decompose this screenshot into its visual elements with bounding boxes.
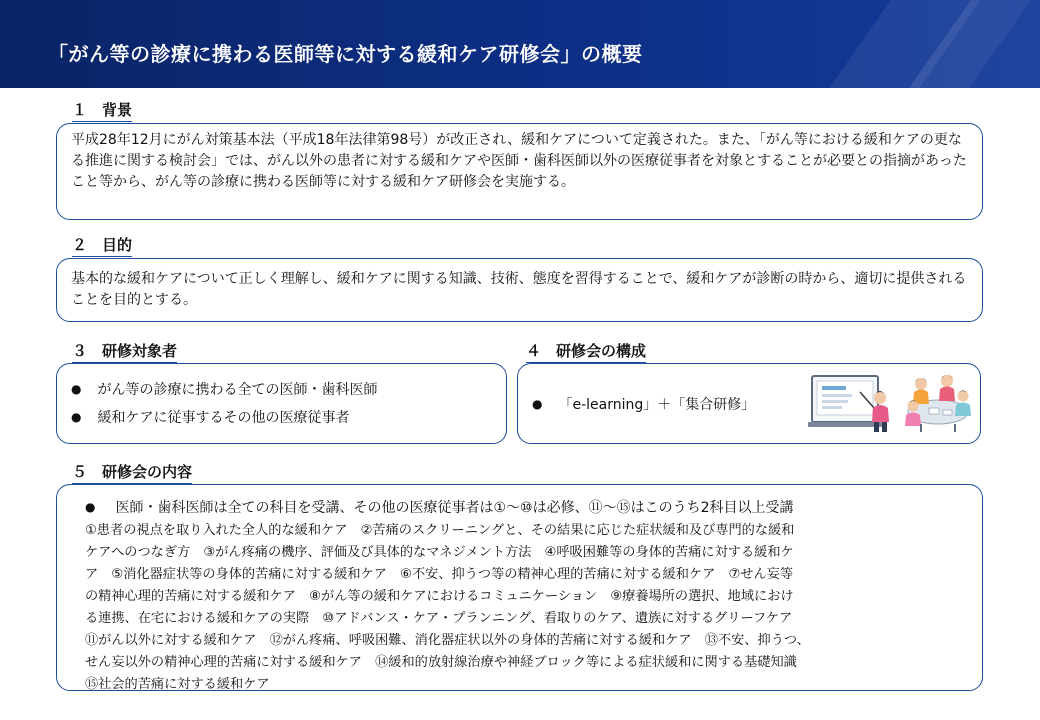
contents-line: ⑮社会的苦痛に対する緩和ケア: [85, 677, 270, 692]
list-item: [532, 394, 755, 414]
list-item: [71, 407, 506, 427]
background-text: 平成28年12月にがん対策基本法（平成18年法律第98号）が改正され、緩和ケアについて定義された。また、「がん等における緩和ケアの更なる推進に関する検討会」では、がん以外の患者に対する緩和ケアや医師・歯科医師以外の医療従事者を対象とすることが必要との指摘があったこと等から、がん等の診療に携わる医師等に対する緩和ケア研修会を実施する。: [71, 132, 967, 190]
section-label-background: １ 背景: [72, 99, 132, 122]
target-item: 緩和ケアに従事するその他の医療従事者: [97, 410, 350, 426]
contents-line: せん妄以外の精神心理的苦痛に対する緩和ケア ⑭緩和的放射線治療や神経ブロック等による症状緩和に関する基礎知識: [85, 655, 797, 670]
contents-line: ケアへのつなぎ方 ③がん疼痛の機序、評価及び具体的なマネジメント方法 ④呼吸困難等の身体的苦痛に対する緩和ケ: [85, 545, 794, 560]
contents-box: [56, 484, 983, 691]
contents-line: る連携、在宅における緩和ケアの実際 ⑩アドバンス・ケア・プランニング、看取りのケア、遺族に対するグリーフケア: [85, 611, 793, 626]
contents-line: ①患者の視点を取り入れた全人的な緩和ケア ②苦痛のスクリーニングと、その結果に応じた症状緩和及び専門的な緩和: [85, 523, 795, 538]
purpose-box: [56, 258, 983, 322]
target-item: がん等の診療に携わる全ての医師・歯科医師: [97, 382, 378, 398]
contents-line: ア ⑤消化器症状等の身体的苦痛に対する緩和ケア ⑥不安、抑うつ等の精神心理的苦痛に対する緩和ケア ⑦せん妄等: [85, 567, 794, 582]
contents-list: [85, 520, 810, 696]
bullet-icon: ●: [71, 410, 82, 424]
contents-line: の精神心理的苦痛に対する緩和ケア ⑧がん等の緩和ケアにおけるコミュニケーション ⑨療養場所の選択、地域におけ: [85, 589, 794, 604]
section-label-targets: ３ 研修対象者: [72, 340, 177, 363]
page-title: 「がん等の診療に携わる医師等に対する緩和ケア研修会」の概要: [48, 42, 643, 66]
elearning-illustration-icon: [808, 372, 894, 436]
section-label-purpose: ２ 目的: [72, 234, 132, 257]
bullet-icon: ●: [85, 500, 96, 514]
structure-box: [517, 363, 981, 444]
list-item: [71, 379, 506, 399]
contents-lead: [85, 497, 794, 517]
bullet-icon: ●: [532, 397, 543, 411]
header-banner: [0, 0, 1040, 88]
bullet-icon: ●: [71, 382, 82, 396]
purpose-text: 基本的な緩和ケアについて正しく理解し、緩和ケアに関する知識、技術、態度を習得することで、緩和ケアが診断の時から、適切に提供されることを目的とする。: [71, 271, 967, 308]
background-box: [56, 123, 983, 220]
contents-lead-text: 医師・歯科医師は全ての科目を受講、その他の医療従事者は①～⑩は必修、⑪～⑮はこのうち2科目以上受講: [115, 500, 794, 516]
targets-box: [56, 363, 507, 444]
section-label-contents: ５ 研修会の内容: [72, 461, 192, 484]
section-label-structure: ４ 研修会の構成: [526, 340, 646, 363]
group-training-illustration-icon: [901, 370, 975, 436]
contents-line: ⑪がん以外に対する緩和ケア ⑫がん疼痛、呼吸困難、消化器症状以外の身体的苦痛に対する緩和ケア ⑬不安、抑うつ、: [85, 633, 810, 648]
structure-item: 「e-learning」＋「集合研修」: [558, 397, 756, 413]
